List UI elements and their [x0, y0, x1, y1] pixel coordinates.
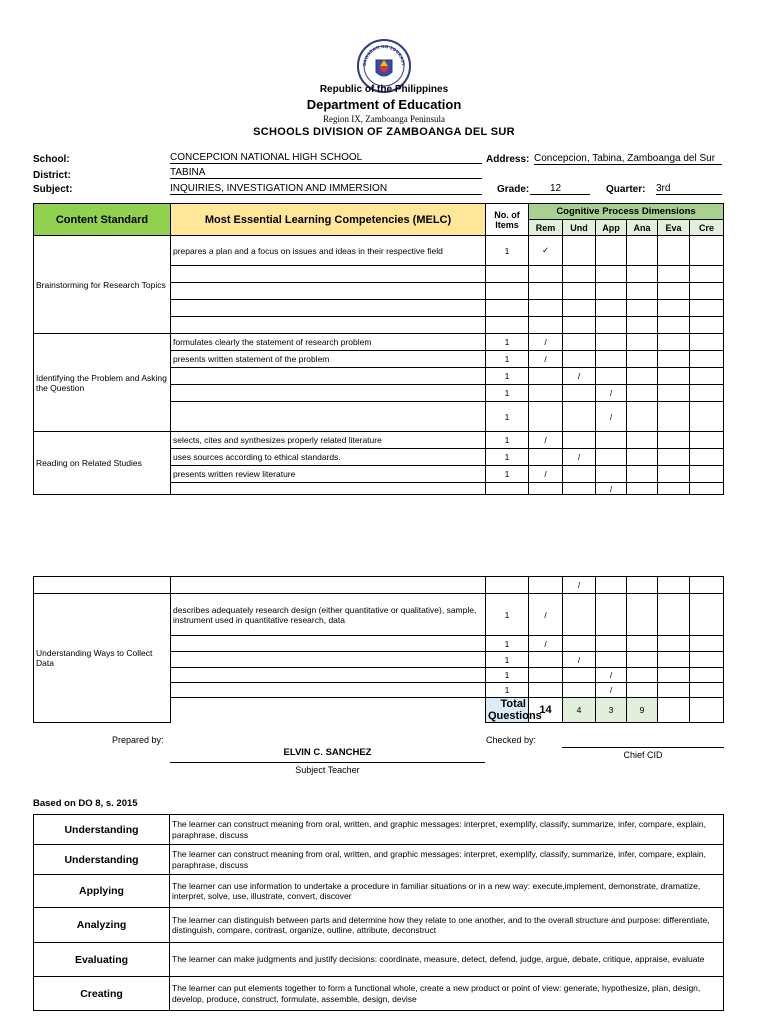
app-cell	[596, 432, 627, 449]
legend-level: Analyzing	[34, 908, 170, 943]
app-cell: /	[596, 683, 627, 698]
app-cell: /	[596, 402, 627, 432]
rem-cell	[529, 683, 563, 698]
rem-cell	[529, 368, 563, 385]
table-row	[34, 432, 724, 449]
rem-check-icon: ✓	[529, 236, 563, 266]
address-label: Address:	[486, 154, 530, 165]
items-cell: 1	[486, 402, 529, 432]
checker-title: Chief CID	[623, 750, 663, 760]
table-row	[34, 236, 724, 266]
melc-cell: describes adequately research design (either quantitative or qualitative), sample, instrument used in quantitative research, data	[171, 594, 486, 636]
und-cell	[563, 432, 596, 449]
legend-level: Creating	[34, 977, 170, 1011]
und-cell	[563, 466, 596, 483]
und-cell	[563, 594, 596, 636]
app-cell	[596, 334, 627, 351]
division-line: SCHOOLS DIVISION OF ZAMBOANGA DEL SUR	[253, 126, 515, 138]
und-cell	[563, 483, 596, 495]
app-cell	[596, 466, 627, 483]
items-header: No. of Items	[486, 204, 529, 236]
items-cell: 1	[486, 449, 529, 466]
items-cell: 1	[486, 351, 529, 368]
rem-cell: /	[529, 351, 563, 368]
melc-cell	[171, 683, 486, 698]
rem-cell	[529, 483, 563, 495]
und-cell	[563, 683, 596, 698]
melc-cell	[171, 577, 486, 594]
rem-cell	[529, 652, 563, 668]
app-cell	[596, 594, 627, 636]
und-cell: /	[563, 449, 596, 466]
melc-header: Most Essential Learning Competencies (MELC)	[171, 204, 486, 236]
level-ana: Ana	[627, 220, 658, 236]
und-cell	[563, 636, 596, 652]
app-cell	[596, 368, 627, 385]
tos-table-bottom	[33, 576, 724, 723]
content-standard-header: Content Standard	[34, 204, 171, 236]
legend-row	[34, 845, 724, 875]
table-row	[34, 334, 724, 351]
region-line: Region IX, Zamboanga Peninsula	[323, 114, 445, 124]
school-value: CONCEPCION NATIONAL HIGH SCHOOL	[170, 152, 482, 164]
app-cell	[596, 351, 627, 368]
items-cell: 1	[486, 683, 529, 698]
melc-cell: selects, cites and synthesizes properly related literature	[171, 432, 486, 449]
items-cell: 1	[486, 668, 529, 683]
und-cell	[563, 385, 596, 402]
melc-cell	[171, 368, 486, 385]
items-cell: 1	[486, 636, 529, 652]
und-cell	[563, 351, 596, 368]
melc-cell	[171, 483, 486, 495]
items-cell: 1	[486, 385, 529, 402]
legend-row	[34, 943, 724, 977]
level-rem: Rem	[529, 220, 563, 236]
legend-desc: The learner can use information to undertake a procedure in familiar situations or in a new way: execute,implement, demonstrate, dramatize, interpret, solve, use, illustrate, convert, discover	[170, 875, 724, 908]
district-value: TABINA	[170, 167, 482, 179]
rem-cell	[529, 668, 563, 683]
total-app: 9	[627, 698, 658, 723]
grade-value: 12	[530, 183, 590, 195]
subject-value: INQUIRIES, INVESTIGATION AND IMMERSION	[170, 183, 482, 195]
app-cell: /	[596, 483, 627, 495]
grade-label: Grade:	[497, 184, 530, 195]
legend-level: Understanding	[34, 845, 170, 875]
und-cell	[563, 334, 596, 351]
legend-desc: The learner can distinguish between parts and determine how they relate to one another, and to the overall structure and purpose: differentiate, distinguish, compare, contrast, organize, outline, attribute, deconstruct	[170, 908, 724, 943]
level-eva: Eva	[658, 220, 690, 236]
address-value: Concepcion, Tabina, Zamboanga del Sur	[534, 153, 722, 165]
und-cell	[563, 402, 596, 432]
cpd-header: Cognitive Process Dimensions	[529, 204, 724, 220]
und-cell: /	[563, 652, 596, 668]
total-rem: 4	[563, 698, 596, 723]
app-cell	[596, 636, 627, 652]
und-cell	[563, 668, 596, 683]
app-cell: /	[596, 385, 627, 402]
checked-by-label: Checked by:	[486, 735, 537, 745]
app-cell	[596, 236, 627, 266]
table-row	[34, 594, 724, 636]
legend-level: Evaluating	[34, 943, 170, 977]
legend-level: Understanding	[34, 815, 170, 845]
app-cell	[596, 652, 627, 668]
items-cell: 1	[486, 432, 529, 449]
preparer-line	[170, 762, 485, 763]
app-cell: /	[596, 668, 627, 683]
rem-cell	[529, 449, 563, 466]
subject-label: Subject:	[33, 184, 73, 195]
tos-table-top	[33, 203, 724, 495]
items-cell	[486, 483, 529, 495]
basis-label: Based on DO 8, s. 2015	[33, 798, 138, 809]
standard-cell: Reading on Related Studies	[34, 432, 171, 495]
app-cell	[596, 449, 627, 466]
standard-cell: Understanding Ways to Collect Data	[34, 594, 171, 723]
rem-cell: /	[529, 594, 563, 636]
melc-cell: uses sources according to ethical standards.	[171, 449, 486, 466]
items-cell: 1	[486, 594, 529, 636]
quarter-value: 3rd	[656, 183, 722, 195]
melc-cell	[171, 652, 486, 668]
app-cell	[596, 577, 627, 594]
legend-level: Applying	[34, 875, 170, 908]
und-cell	[563, 236, 596, 266]
items-cell: 1	[486, 652, 529, 668]
rem-cell	[529, 577, 563, 594]
melc-cell: prepares a plan and a focus on issues and ideas in their respective field	[171, 236, 486, 266]
republic-line: Republic of the Philippines	[319, 84, 449, 95]
checker-line	[562, 747, 724, 748]
melc-cell	[171, 636, 486, 652]
melc-cell	[171, 668, 486, 683]
und-cell: /	[563, 368, 596, 385]
und-cell: /	[563, 577, 596, 594]
total-label: Total Questions	[486, 698, 529, 723]
rem-cell: /	[529, 334, 563, 351]
school-label: School:	[33, 154, 70, 165]
legend-row	[34, 908, 724, 943]
melc-cell	[171, 317, 486, 334]
cognitive-legend-table	[33, 814, 724, 1011]
legend-desc: The learner can make judgments and justify decisions: coordinate, measure, detect, defend, judge, argue, debate, critique, appraise, evaluate	[170, 943, 724, 977]
district-label: District:	[33, 170, 71, 181]
svg-text:KAGAWARAN NG EDUKASYON: GAWARAN NG EDUKASY	[361, 43, 407, 67]
legend-row	[34, 875, 724, 908]
standard-cell: Brainstorming for Research Topics	[34, 236, 171, 334]
rem-cell	[529, 402, 563, 432]
items-cell: 1	[486, 334, 529, 351]
level-cre: Cre	[690, 220, 724, 236]
rem-cell: /	[529, 636, 563, 652]
level-und: Und	[563, 220, 596, 236]
rem-cell	[529, 385, 563, 402]
items-cell: 1	[486, 466, 529, 483]
melc-cell	[171, 283, 486, 300]
quarter-label: Quarter:	[606, 184, 646, 195]
melc-cell: formulates clearly the statement of research problem	[171, 334, 486, 351]
items-cell: 1	[486, 236, 529, 266]
legend-row	[34, 977, 724, 1011]
total-items: 14	[529, 698, 563, 723]
preparer-title: Subject Teacher	[295, 765, 360, 775]
items-cell	[486, 577, 529, 594]
prepared-by-label: Prepared by:	[112, 735, 164, 745]
melc-cell: presents written review literature	[171, 466, 486, 483]
rem-cell: /	[529, 432, 563, 449]
melc-cell	[171, 385, 486, 402]
melc-cell	[171, 266, 486, 283]
rem-cell: /	[529, 466, 563, 483]
standard-cell: Identifying the Problem and Asking the Question	[34, 334, 171, 432]
table-row	[34, 577, 724, 594]
legend-desc: The learner can construct meaning from oral, written, and graphic messages: interpret, exemplify, classify, summarize, infer, compare, explain, paraphrase, discuss	[170, 815, 724, 845]
department-line: Department of Education	[306, 97, 462, 112]
legend-row	[34, 815, 724, 845]
preparer-name: ELVIN C. SANCHEZ	[283, 747, 372, 758]
level-app: App	[596, 220, 627, 236]
items-cell: 1	[486, 368, 529, 385]
legend-desc: The learner can put elements together to form a functional whole, create a new product or point of view: generate, hypothesize, plan, design, develop, produce, construct, formulate, assemble, design, devise	[170, 977, 724, 1011]
legend-desc: The learner can construct meaning from oral, written, and graphic messages: interpret, exemplify, classify, summarize, infer, compare, explain, paraphrase, discuss	[170, 845, 724, 875]
total-und: 3	[596, 698, 627, 723]
melc-cell	[171, 300, 486, 317]
melc-cell: presents written statement of the problem	[171, 351, 486, 368]
melc-cell	[171, 402, 486, 432]
